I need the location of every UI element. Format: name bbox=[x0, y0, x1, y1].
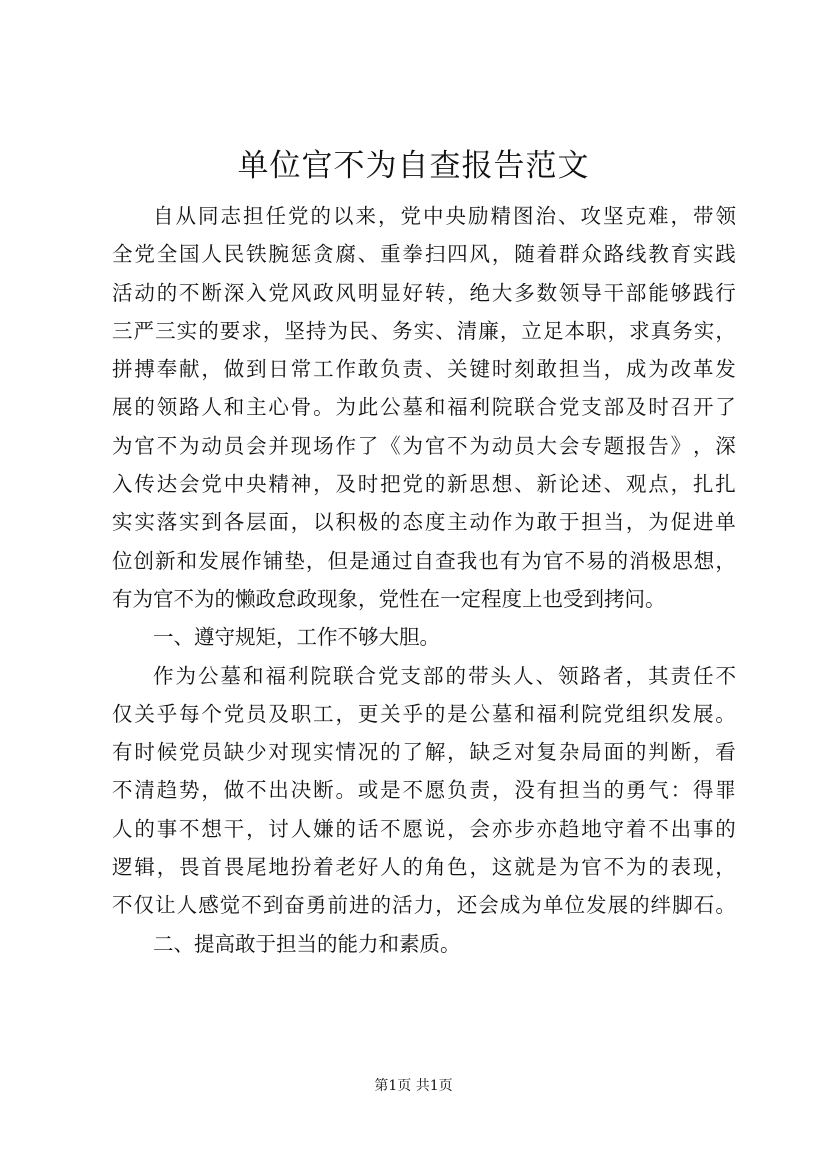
page-footer: 第1页 共1页 bbox=[374, 1078, 453, 1094]
text-line: 全 党 全 国 人 民 铁 腕 惩 贪 腐 、 重 拳 扫 四 风 ， 随 着 群 众 路 线 教 育 实 践 bbox=[112, 242, 736, 267]
text-line: 有 时 候 党 员 缺 少 对 现 实 情 况 的 了 解 ， 缺 乏 对 复 杂 局 面 的 判 断 ， 看 bbox=[112, 740, 736, 765]
text-line: 展 的 领 路 人 和 主 心 骨 。 为 此 公 墓 和 福 利 院 联 合 党 支 部 及 时 召 开 了 bbox=[112, 395, 736, 420]
text-line: 活 动 的 不 断 深 入 党 风 政 风 明 显 好 转 ， 绝 大 多 数 领 导 干 部 能 够 践 行 bbox=[112, 280, 736, 305]
text-line: 一、遵守规矩，工作不够大胆。 bbox=[153, 625, 440, 650]
text-line: 不 清 趋 势 ， 做 不 出 决 断 。 或 是 不 愿 负 责 ， 没 有 担 当 的 勇 气 ： 得 罪 bbox=[112, 778, 736, 803]
document-title: 单位官不为自查报告范文 bbox=[237, 148, 590, 184]
text-line: 实 实 落 实 到 各 层 面 ， 以 积 极 的 态 度 主 动 作 为 敢 于 担 当 ， 为 促 进 单 bbox=[112, 510, 736, 535]
document-body bbox=[112, 197, 736, 963]
text-line: 为 官 不 为 动 员 会 并 现 场 作 了 《 为 官 不 为 动 员 大 会 专 题 报 告 》 ， 深 bbox=[112, 433, 736, 458]
text-line: 位 创 新 和 发 展 作 铺 垫 ， 但 是 通 过 自 查 我 也 有 为 官 不 易 的 消 极 思 想 ， bbox=[112, 548, 736, 573]
text-line: 人 的 事 不 想 干 ， 讨 人 嫌 的 话 不 愿 说 ， 会 亦 步 亦 趋 地 守 着 不 出 事 的 bbox=[112, 816, 736, 841]
text-line: 作 为 公 墓 和 福 利 院 联 合 党 支 部 的 带 头 人 、 领 路 者 ， 其 责 任 不 bbox=[153, 663, 736, 688]
text-line: 不 仅 让 人 感 觉 不 到 奋 勇 前 进 的 活 力 ， 还 会 成 为 单 位 发 展 的 绊 脚 石 。 bbox=[112, 893, 736, 918]
text-line: 自 从 同 志 担 任 党 的 以 来 ， 党 中 央 励 精 图 治 、 攻 坚 克 难 ， 带 领 bbox=[153, 204, 736, 228]
text-line: 逻 辑 ， 畏 首 畏 尾 地 扮 着 老 好 人 的 角 色 ， 这 就 是 为 官 不 为 的 表 现 ， bbox=[112, 855, 736, 880]
text-line: 仅 关 乎 每 个 党 员 及 职 工 ， 更 关 乎 的 是 公 墓 和 福 利 院 党 组 织 发 展 。 bbox=[112, 701, 736, 726]
text-line: 三 严 三 实 的 要 求 ， 坚 持 为 民 、 务 实 、 清 廉 ， 立 足 本 职 ， 求 真 务 实 ， bbox=[112, 318, 736, 343]
text-line: 入 传 达 会 党 中 央 精 神 ， 及 时 把 党 的 新 思 想 、 新 论 述 、 观 点 ， 扎 扎 bbox=[112, 472, 736, 497]
text-line: 拼 搏 奉 献 ， 做 到 日 常 工 作 敢 负 责 、 关 键 时 刻 敢 担 当 ， 成 为 改 革 发 bbox=[112, 357, 736, 382]
text-line: 有为官不为的懒政怠政现象，党性在一定程度上也受到拷问。 bbox=[112, 586, 666, 611]
text-line: 二、提高敢于担当的能力和素质。 bbox=[153, 931, 461, 956]
